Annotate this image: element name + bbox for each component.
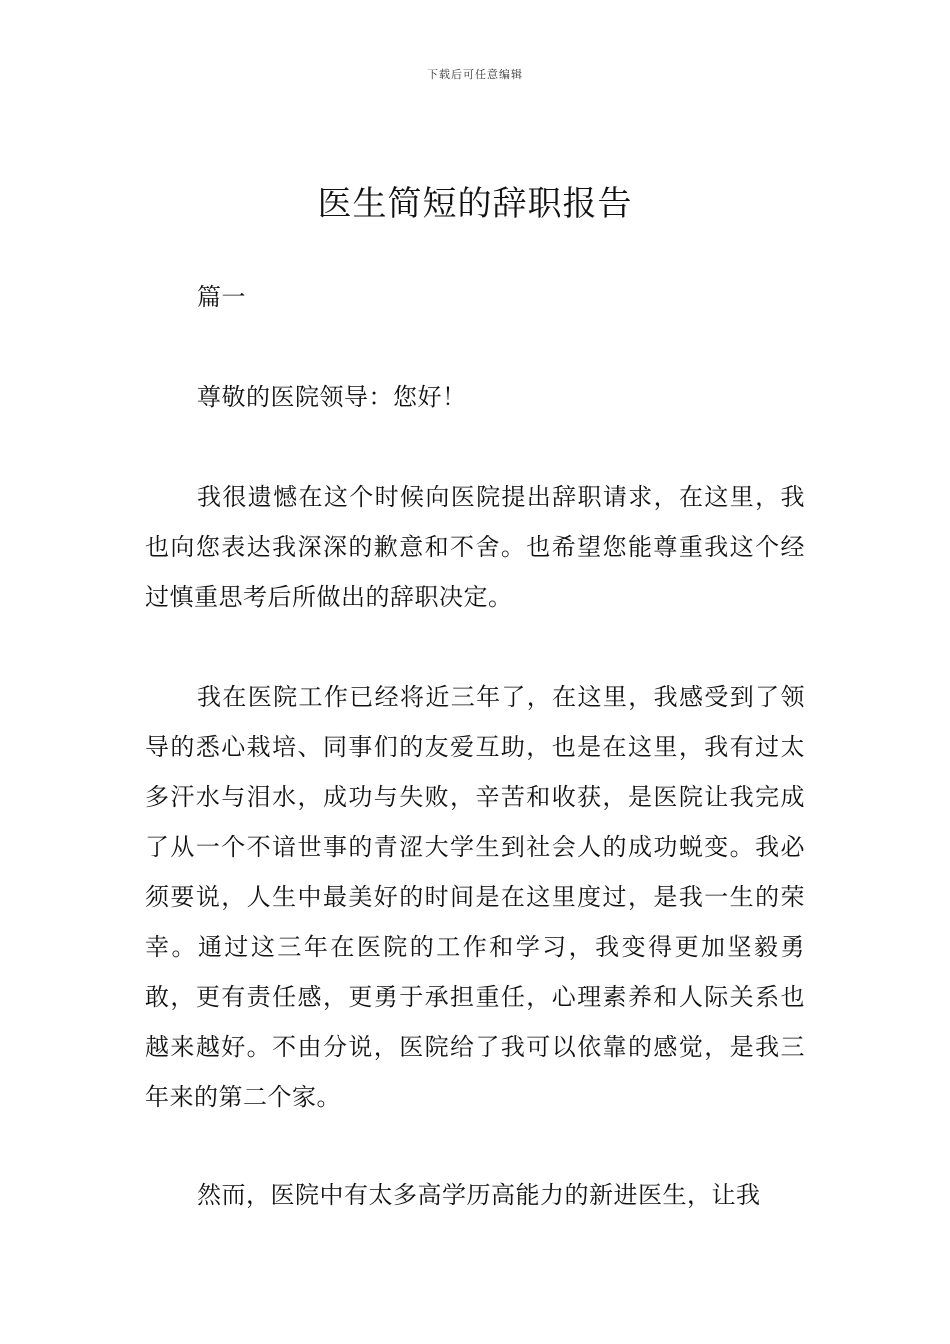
paragraph: 我在医院工作已经将近三年了，在这里，我感受到了领导的悉心栽培、同事们的友爱互助，也是在这里，我有过太多汗水与泪水，成功与失败，辛苦和收获，是医院让我完成了从一个不谙世事的青涩大学生到社会人的成功蜕变。我必须要说，人生中最美好的时间是在这里度过，是我一生的荣幸。通过这三年在医院的工作和学习，我变得更加坚毅勇敢，更有责任感，更勇于承担重任，心理素养和人际关系也越来越好。不由分说，医院给了我可以依靠的感觉，是我三年来的第二个家。 — [145, 683, 805, 1111]
paragraph: 然而，医院中有太多高学历高能力的新进医生，让我 — [197, 1181, 761, 1209]
salutation: 尊敬的医院领导：您好！ — [197, 383, 467, 411]
section-label: 篇一 — [197, 283, 246, 311]
document-title: 医生简短的辞职报告 — [317, 184, 633, 224]
page-header-note: 下载后可任意编辑 — [427, 68, 523, 81]
paragraph: 我很遗憾在这个时候向医院提出辞职请求，在这里，我也向您表达我深深的歉意和不舍。也希望您能尊重我这个经过慎重思考后所做出的辞职决定。 — [145, 483, 805, 611]
